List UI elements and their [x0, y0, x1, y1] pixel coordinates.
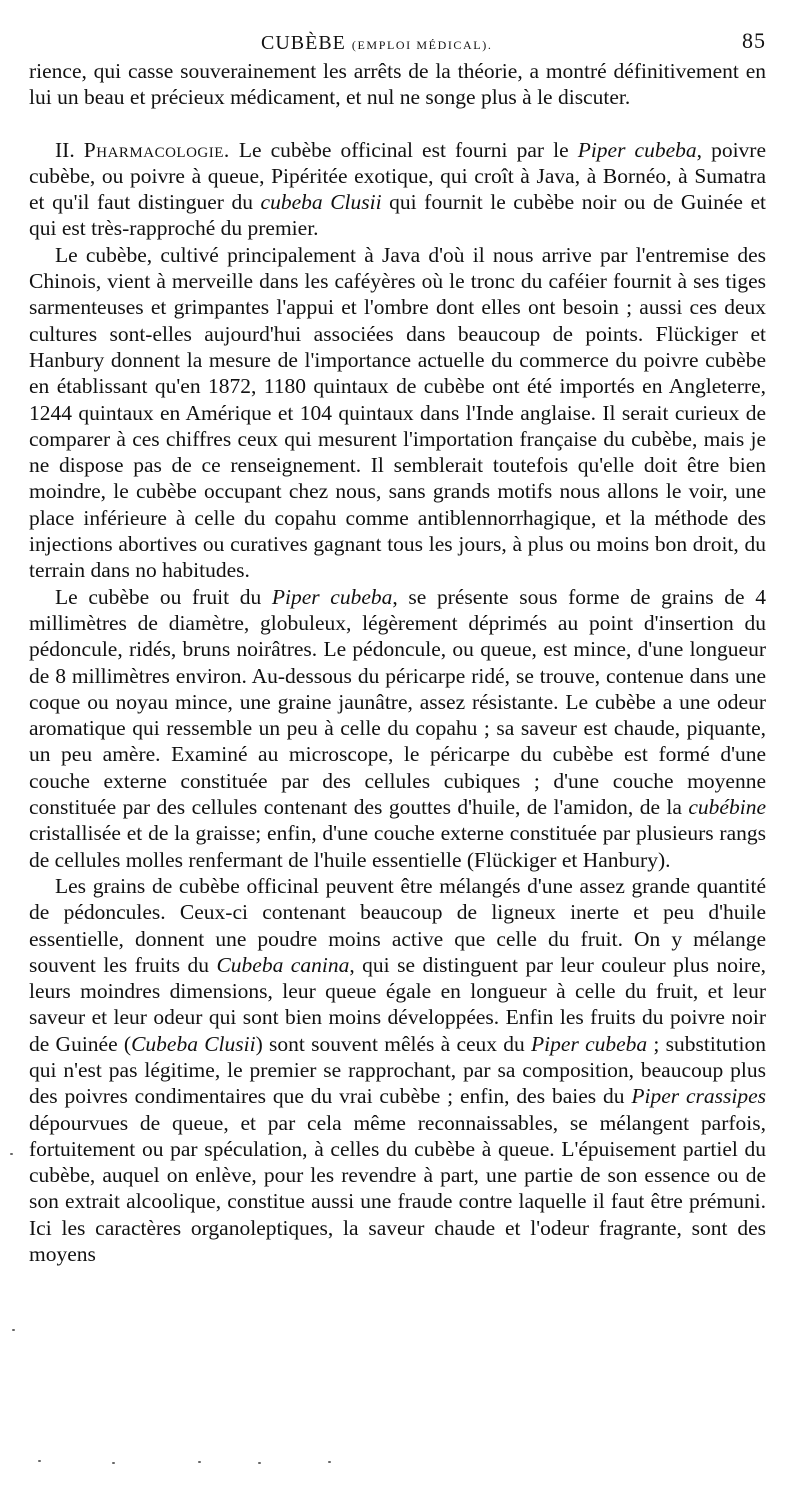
text-run: , poivre cubèbe, ou poivre à queue, Pipéritée exotique, qui croît à Java, à Bornéo, à Sumatra et qu'il faut distinguer du	[29, 137, 766, 215]
paragraph-description	[29, 584, 766, 873]
italic-term: Piper cubeba	[577, 137, 697, 162]
section-numeral: II.	[55, 137, 75, 162]
scan-speck	[38, 1460, 41, 1462]
paragraph-culture: Le cubèbe, cultivé principalement à Java d'où il nous arrive par l'entremise des Chinois, vient à merveille dans les caféyères où le tronc du caféier fournit à ses tiges sarmenteuses et grimpantes l'appui et l'ombre dont elles ont besoin ; aussi ces deux cultures sont-elles aujourd'hui associées dans beaucoup de points. Flückiger et Hanbury donnent la mesure de l'importance actuelle du commerce du poivre cubèbe en établissant qu'en 1872, 1180 quintaux de cubèbe ont été importés en Angleterre, 1244 quintaux en Amérique et 104 quintaux dans l'Inde anglaise. Il serait curieux de comparer à ces chiffres ceux qui mesurent l'importation française du cubèbe, mais je ne dispose pas de ce renseignement. Il semblerait toutefois qu'elle doit être bien moindre, le cubèbe occupant chez nous, sans grands motifs nous allons le voir, une place inférieure à celle du copahu comme antiblennorrhagique, et la méthode des injections abortives ou curatives gagnant tous les jours, à plus ou moins bon droit, du terrain dans no habitudes.	[29, 242, 766, 583]
scan-speck	[328, 1461, 331, 1463]
text-run: ) sont souvent mêlés à ceux du	[255, 1031, 532, 1056]
page-number: 85	[742, 28, 766, 53]
paragraph-continuation: rience, qui casse souverainement les arrêts de la théorie, a montré définitivement en lui un beau et précieux médicament, et nul ne songe plus à le discuter.	[29, 59, 766, 110]
scan-speck	[112, 1462, 115, 1464]
text-run: Les grains de cubèbe officinal peuvent être mélangés d'une assez grande quantité de pédoncules. Ceux-ci contenant beaucoup de ligneux inerte et peu d'huile essentielle, donnent une poudre moins active que celle du fruit. On y mélange souvent les fruits du	[29, 873, 766, 977]
paragraph-falsification	[29, 873, 766, 1267]
italic-term: cubébine	[688, 795, 766, 820]
italic-term: Piper crassipes	[631, 1084, 766, 1109]
italic-term: cubeba Clusii	[260, 190, 382, 215]
section-gap	[29, 111, 766, 137]
text-run: Le cubèbe officinal est fourni par le	[229, 137, 578, 162]
text-run: qui fournit le cubèbe noir ou de Guinée et qui est très-rapproché du premier.	[29, 190, 766, 241]
paragraph-pharmacologie	[29, 137, 766, 242]
running-title	[261, 32, 492, 55]
italic-term: Piper cubeba	[531, 1031, 648, 1056]
header-subtitle: (EMPLOI MÉDICAL).	[351, 38, 493, 52]
text-run: ; substitution qui n'est pas légitime, le premier se rapprochant, par sa composition, beaucoup plus des poivres condimentaires que du vrai cubèbe ; enfin, des baies du	[29, 1031, 766, 1109]
italic-term: Cubeba canina	[216, 952, 350, 977]
text-run: cristallisée et de la graisse; enfin, d'une couche externe constituée par plusieurs rangs de cellules molles renfermant de l'huile essentielle (Flückiger et Hanbury).	[29, 821, 766, 872]
running-header	[29, 28, 766, 58]
scan-speck	[10, 1153, 13, 1155]
section-heading: Pharmacologie.	[83, 137, 230, 162]
scan-speck	[12, 1329, 15, 1331]
text-run: , se présente sous forme de grains de 4 millimètres de diamètre, globuleux, légèrement déprimés au point d'insertion du pédoncule, ridés, bruns noirâtres. Le pédoncule, ou queue, est mince, d'une longueur de 8 millimètres environ. Au-dessous du péricarpe ridé, se trouve, contenue dans une coque ou noyau mince, une graine jaunâtre, assez résistante. Le cubèbe a une odeur aromatique qui ressemble un peu à celle du copahu ; sa saveur est chaude, piquante, un peu amère. Examiné au microscope, le péricarpe du cubèbe est formé d'une couche externe constituée par des cellules cubiques ; d'une couche moyenne constituée par des cellules contenant des gouttes d'huile, de l'amidon, de la	[29, 584, 766, 820]
scan-speck	[198, 1461, 201, 1463]
italic-term: Piper cubeba	[271, 584, 393, 609]
text-run: Le cubèbe ou fruit du	[55, 584, 272, 609]
italic-term: Cubeba Clusii	[131, 1031, 256, 1056]
scan-speck	[258, 1462, 261, 1464]
document-page	[29, 28, 766, 1267]
header-title: CUBÈBE	[261, 32, 346, 54]
text-run: , qui se distinguent par leur couleur plus noire, leurs moindres dimensions, leur queue égale en longueur à celle du fruit, et leur saveur et leur odeur qui sont bien moins développées. Enfin les fruits du poivre noir de Guinée (	[29, 952, 766, 1056]
text-run: dépourvues de queue, et par cela même reconnaissables, se mélangent parfois, fortuitement ou par spéculation, à celles du cubèbe à queue. L'épuisement partiel du cubèbe, auquel on enlève, pour les revendre à part, une partie de son essence ou de son extrait alcoolique, constitue aussi une fraude contre laquelle il faut être prémuni. Ici les caractères organoleptiques, la saveur chaude et l'odeur fragrante, sont des moyens	[29, 1110, 766, 1267]
